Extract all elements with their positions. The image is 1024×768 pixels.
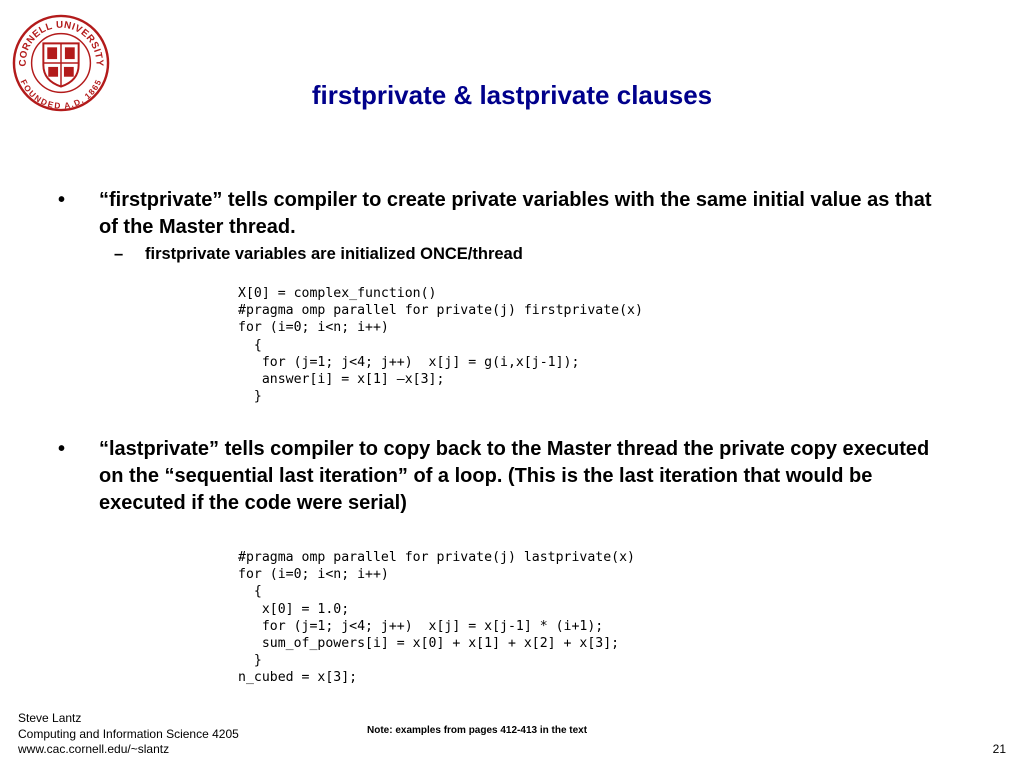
footer-url: www.cac.cornell.edu/~slantz	[18, 742, 170, 756]
footer-author: Steve Lantz	[18, 711, 82, 725]
sub-bullet-text: firstprivate variables are initialized ONCE/thread	[145, 245, 523, 263]
footer-course: Computing and Information Science 4205	[18, 726, 239, 741]
svg-text:CORNELL UNIVERSITY: CORNELL UNIVERSITY	[17, 19, 105, 67]
bullet-marker: •	[58, 189, 66, 211]
page-number: 21	[992, 742, 1006, 756]
sub-bullet-marker: –	[114, 245, 124, 263]
bullet-text: “firstprivate” tells compiler to create private variables with the same initial value as that of the Master thread.	[99, 189, 932, 238]
code-example-lastprivate: #pragma omp parallel for private(j) lastprivate(x) for (i=0; i<n; i++) { x[0] = 1.0; for (j=1; j<4; j++) x[j] = x[j-1] * (i+1); sum_of_powers[i] = x[0] + x[1] + x[2] + x[3]; } n_cubed = x[3];	[238, 550, 635, 686]
bullet-marker: •	[58, 438, 66, 460]
footer-note: Note: examples from pages 412-413 in the text	[367, 725, 588, 736]
slide-title-text: firstprivate & lastprivate clauses	[311, 80, 713, 110]
svg-text:FOUNDED A.D. 1865: FOUNDED A.D. 1865	[18, 77, 104, 111]
footer-credits	[18, 711, 239, 758]
code-example-firstprivate: X[0] = complex_function() #pragma omp parallel for private(j) firstprivate(x) for (i=0; i<n; i++) { for (j=1; j<4; j++) x[j] = g(i,x[j-1]); answer[i] = x[1] –x[3]; }	[238, 286, 643, 405]
slide-title	[0, 77, 1024, 111]
bullet-text: “lastprivate” tells compiler to copy back to the Master thread the private copy executed on the “sequential last iteration” of a loop. (This is the last iteration that would be executed if the code were serial)	[99, 438, 930, 514]
